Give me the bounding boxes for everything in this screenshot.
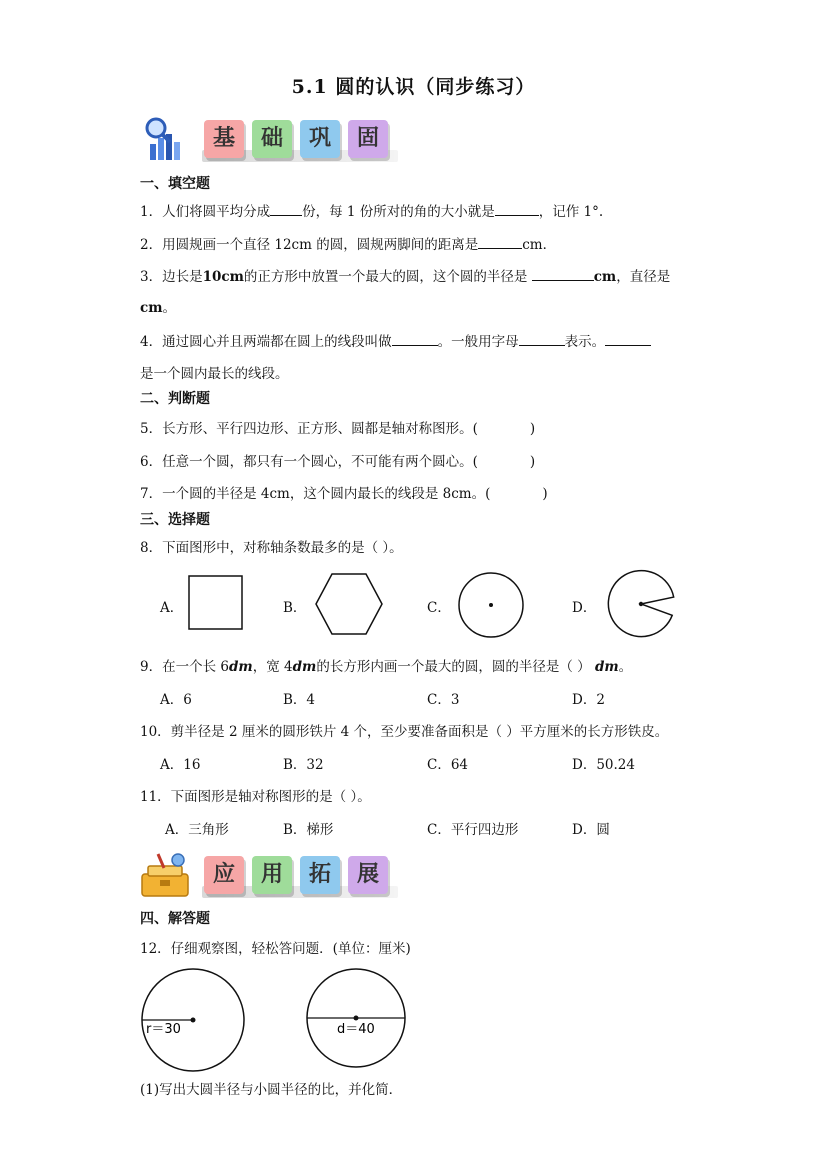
question-text: 9．在一个长 6 (140, 659, 229, 675)
answer-blank[interactable] (392, 331, 438, 346)
question-text: ) (529, 454, 536, 470)
diameter-label: d＝40 (337, 1022, 375, 1037)
question-11: 11．下面图形是轴对称图形的是（ ）。 (140, 789, 371, 805)
section-heading: 一、填空题 (140, 176, 210, 192)
option-c[interactable]: C．平行四边形 (427, 822, 519, 838)
banner-basic (138, 114, 400, 166)
circle-with-center-shape (457, 571, 525, 639)
question-text: ) (542, 486, 548, 502)
question-10: 10．剪半径是 2 厘米的圆形铁片 4 个，至少要准备面积是（ ）平方厘米的长方形铁皮。 (140, 724, 669, 740)
question-text: 。 (162, 300, 177, 316)
option-a[interactable]: A．16 (160, 757, 201, 773)
question-text: 1．人们将圆平均分成 (140, 204, 271, 220)
question-text: 的正方形中放置一个最大的圆，这个圆的半径是 (243, 269, 528, 285)
small-circle-figure (305, 967, 407, 1069)
question-text: ，直径是 (616, 269, 671, 285)
banner-application (138, 850, 400, 902)
radius-label: r＝30 (146, 1022, 181, 1037)
question-text: 。 (618, 659, 633, 675)
big-circle-figure (140, 967, 246, 1073)
answer-blank[interactable] (478, 234, 522, 249)
question-text: 是一个圆内最长的线段。 (140, 366, 289, 382)
banner-tile: 固 (348, 120, 388, 158)
banner-tile: 用 (252, 856, 292, 894)
question-text: 6．任意一个圆，都只有一个圆心，不可能有两个圆心。( (140, 454, 478, 470)
question-text: 2．用圆规画一个直径 12cm 的圆，圆规两脚间的距离是 (140, 237, 479, 253)
unit: cm (140, 300, 163, 316)
question-text: 3．边长是 (140, 269, 203, 285)
section-heading: 三、选择题 (140, 512, 210, 528)
question-text: ，记作 1°. (538, 204, 604, 220)
question-text: cm． (522, 237, 557, 253)
banner-tile: 展 (348, 856, 388, 894)
question-text: 5．长方形、平行四边形、正方形、圆都是轴对称图形。( (140, 421, 478, 437)
question-5 (140, 417, 535, 437)
question-text: 4．通过圆心并且两端都在圆上的线段叫做 (140, 334, 392, 350)
banner-tile: 拓 (300, 856, 340, 894)
option-d[interactable]: D．2 (572, 692, 605, 708)
question-text: 表示。 (564, 334, 606, 350)
question-12-part-1: (1)写出大圆半径与小圆半径的比，并化简． (140, 1082, 403, 1098)
section-heading: 四、解答题 (140, 911, 210, 927)
square-shape (188, 575, 244, 631)
banner-tile: 巩 (300, 120, 340, 158)
sector-shape (605, 568, 677, 640)
answer-blank[interactable] (519, 331, 565, 346)
option-b[interactable]: B．4 (283, 692, 316, 708)
page-title: 5.1 圆的认识（同步练习） (291, 76, 536, 98)
question-1 (140, 200, 603, 220)
question-3 (140, 265, 670, 285)
question-text: 份，每 1 份所对的角的大小就是 (302, 204, 495, 220)
option-a[interactable]: A．6 (160, 692, 192, 708)
answer-blank[interactable] (495, 201, 539, 216)
option-label[interactable]: B． (283, 600, 307, 616)
answer-blank[interactable] (270, 201, 302, 216)
question-6 (140, 450, 535, 470)
question-3-continued (140, 296, 176, 316)
magnifier-chart-icon (138, 114, 196, 164)
unit: dm (228, 659, 253, 675)
banner-tile: 础 (252, 120, 292, 158)
toolbox-icon (138, 850, 196, 900)
question-text: 。一般用字母 (437, 334, 519, 350)
unit: dm (594, 659, 619, 675)
question-7 (140, 482, 548, 502)
question-4-continued (140, 362, 289, 382)
unit: cm (593, 269, 617, 285)
option-d[interactable]: D．50.24 (572, 757, 635, 773)
section-heading: 二、判断题 (140, 391, 210, 407)
option-label[interactable]: A． (160, 600, 184, 616)
banner-tile: 应 (204, 856, 244, 894)
question-12: 12．仔细观察图，轻松答问题．(单位：厘米) (140, 941, 411, 957)
question-2 (140, 233, 556, 253)
answer-blank[interactable] (605, 331, 651, 346)
unit-value: 10cm (202, 269, 244, 285)
question-text: 的长方形内画一个最大的圆，圆的半径是（ ） (316, 659, 591, 675)
option-label[interactable]: C． (427, 600, 451, 616)
unit: dm (292, 659, 317, 675)
option-d[interactable]: D．圆 (572, 822, 610, 838)
option-b[interactable]: B．32 (283, 757, 324, 773)
question-text: 7．一个圆的半径是 4cm，这个圆内最长的线段是 8cm。( (140, 486, 491, 502)
option-a[interactable]: A．三角形 (165, 822, 229, 838)
option-c[interactable]: C．64 (427, 757, 469, 773)
question-9 (140, 655, 632, 675)
option-c[interactable]: C．3 (427, 692, 460, 708)
hexagon-shape (314, 572, 384, 636)
option-b[interactable]: B．梯形 (283, 822, 334, 838)
question-text: ，宽 4 (252, 659, 293, 675)
question-8: 8．下面图形中，对称轴条数最多的是（ ）。 (140, 540, 403, 556)
banner-tile: 基 (204, 120, 244, 158)
answer-blank[interactable] (532, 266, 594, 281)
option-label[interactable]: D． (572, 600, 597, 616)
question-text: ) (529, 421, 536, 437)
question-4 (140, 330, 651, 350)
